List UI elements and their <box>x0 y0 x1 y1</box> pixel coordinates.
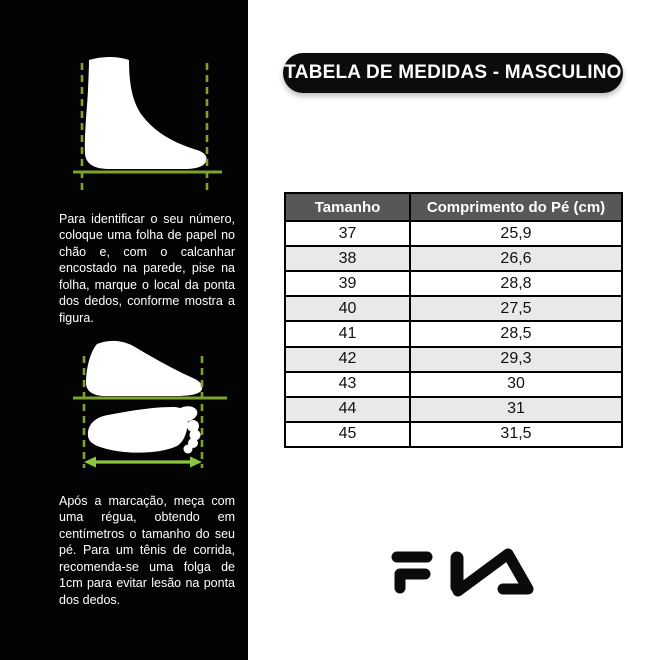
table-cell-size: 44 <box>285 397 410 422</box>
length-arrow-icon <box>84 457 202 468</box>
table-cell-size: 38 <box>285 246 410 271</box>
foot-silhouette <box>86 341 202 396</box>
table-cell-length_cm: 29,3 <box>410 347 622 372</box>
foot-length-measure-icon <box>55 338 235 474</box>
table-cell-size: 37 <box>285 221 410 246</box>
size-table-body <box>285 221 622 447</box>
column-header-foot-length: Comprimento do Pé (cm) <box>410 193 622 221</box>
table-cell-length_cm: 25,9 <box>410 221 622 246</box>
table-cell-size: 45 <box>285 422 410 447</box>
table-cell-size: 39 <box>285 271 410 296</box>
table-row <box>285 246 622 271</box>
table-row <box>285 271 622 296</box>
instruction-text-1: Para identificar o seu número, coloque uma folha de papel no chão e, com o calcanhar encostado na parede, pise na folha, marque o local da ponta dos dedos, conforme mostra a figura. <box>59 211 235 325</box>
table-row <box>285 221 622 246</box>
foot-silhouette <box>85 57 207 169</box>
table-cell-size: 42 <box>285 347 410 372</box>
table-header-row <box>285 193 622 221</box>
instruction-panel <box>0 0 248 660</box>
instruction-text-2: Após a marcação, meça com uma régua, obtendo em centímetros o tamanho do seu pé. Para um tênis de corrida, recomenda-se uma folga de 1cm para evitar lesão na ponta dos dedos. <box>59 493 235 607</box>
table-row <box>285 372 622 397</box>
fila-logo <box>385 545 570 600</box>
table-row <box>285 397 622 422</box>
table-cell-length_cm: 28,5 <box>410 321 622 346</box>
table-cell-length_cm: 31,5 <box>410 422 622 447</box>
page-title <box>283 53 623 93</box>
table-row <box>285 422 622 447</box>
table-row <box>285 347 622 372</box>
table-cell-size: 43 <box>285 372 410 397</box>
footprint-silhouette <box>88 404 201 453</box>
table-cell-length_cm: 30 <box>410 372 622 397</box>
table-cell-length_cm: 26,6 <box>410 246 622 271</box>
table-row <box>285 296 622 321</box>
foot-side-measure-icon <box>55 48 235 200</box>
table-cell-length_cm: 31 <box>410 397 622 422</box>
page-title-text: TABELA DE MEDIDAS - MASCULINO <box>284 62 622 83</box>
size-table <box>284 192 623 448</box>
table-row <box>285 321 622 346</box>
table-cell-length_cm: 28,8 <box>410 271 622 296</box>
table-cell-length_cm: 27,5 <box>410 296 622 321</box>
table-cell-size: 41 <box>285 321 410 346</box>
column-header-size: Tamanho <box>285 193 410 221</box>
table-cell-size: 40 <box>285 296 410 321</box>
